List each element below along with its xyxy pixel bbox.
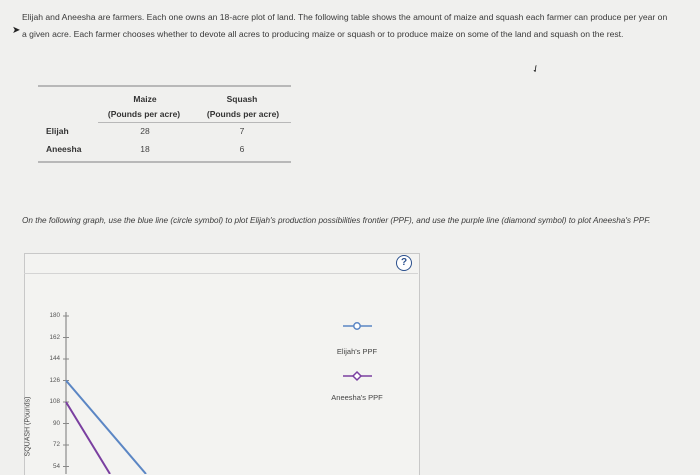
y-tick-label: 162 [49, 333, 60, 341]
row-aneesha-squash: 6 [239, 144, 245, 154]
row-elijah-squash: 7 [239, 126, 245, 136]
y-tick-label: 180 [49, 312, 60, 319]
elijah-ppf-line[interactable] [66, 381, 146, 475]
legend-aneesha-label: Aneesha's PPF [331, 393, 383, 402]
legend-elijah-label: Elijah's PPF [336, 347, 378, 356]
row-elijah-name: Elijah [46, 126, 69, 136]
mouse-cursor-icon: ➤ [12, 25, 21, 36]
circle-marker-icon [354, 323, 360, 329]
y-tick-label: 72 [52, 441, 60, 448]
diamond-marker-icon [353, 372, 361, 380]
legend-elijah-tool[interactable] [343, 323, 372, 329]
row-elijah-maize: 28 [140, 126, 150, 136]
y-tick-label: 90 [52, 419, 60, 427]
row-aneesha-name: Aneesha [46, 144, 82, 154]
help-button[interactable]: ? [396, 255, 412, 271]
legend-aneesha-tool[interactable] [343, 372, 372, 380]
y-tick-label: 144 [49, 355, 60, 362]
maize-header: Maize [133, 94, 157, 104]
aneesha-ppf-line[interactable] [66, 402, 110, 474]
problem-intro: Elijah and Aneesha are farmers. Each one owns an 18-acre plot of land. The following table shows the amount of maize and squash each farmer can produce per year on a given acre. Each farmer chooses whether to devote all acres to producing maize or squash or to produce maize on some of the land and squash on the rest. [22, 12, 668, 39]
y-axis-title: SQUASH (Pounds) [24, 396, 32, 457]
stray-mark-icon: ✓ [529, 62, 543, 77]
graph-instructions: On the following graph, use the blue line (circle symbol) to plot Elijah's production possibilities frontier (PPF), and use the purple line (diamond symbol) to plot Aneesha's PPF. [22, 216, 651, 225]
maize-unit: (Pounds per acre) [107, 109, 181, 119]
y-tick-label: 108 [49, 398, 60, 405]
squash-header: Squash [226, 94, 258, 104]
row-aneesha-maize: 18 [140, 144, 150, 154]
y-tick-label: 54 [52, 462, 60, 470]
squash-unit: (Pounds per acre) [206, 109, 280, 119]
y-tick-label: 126 [49, 376, 60, 384]
